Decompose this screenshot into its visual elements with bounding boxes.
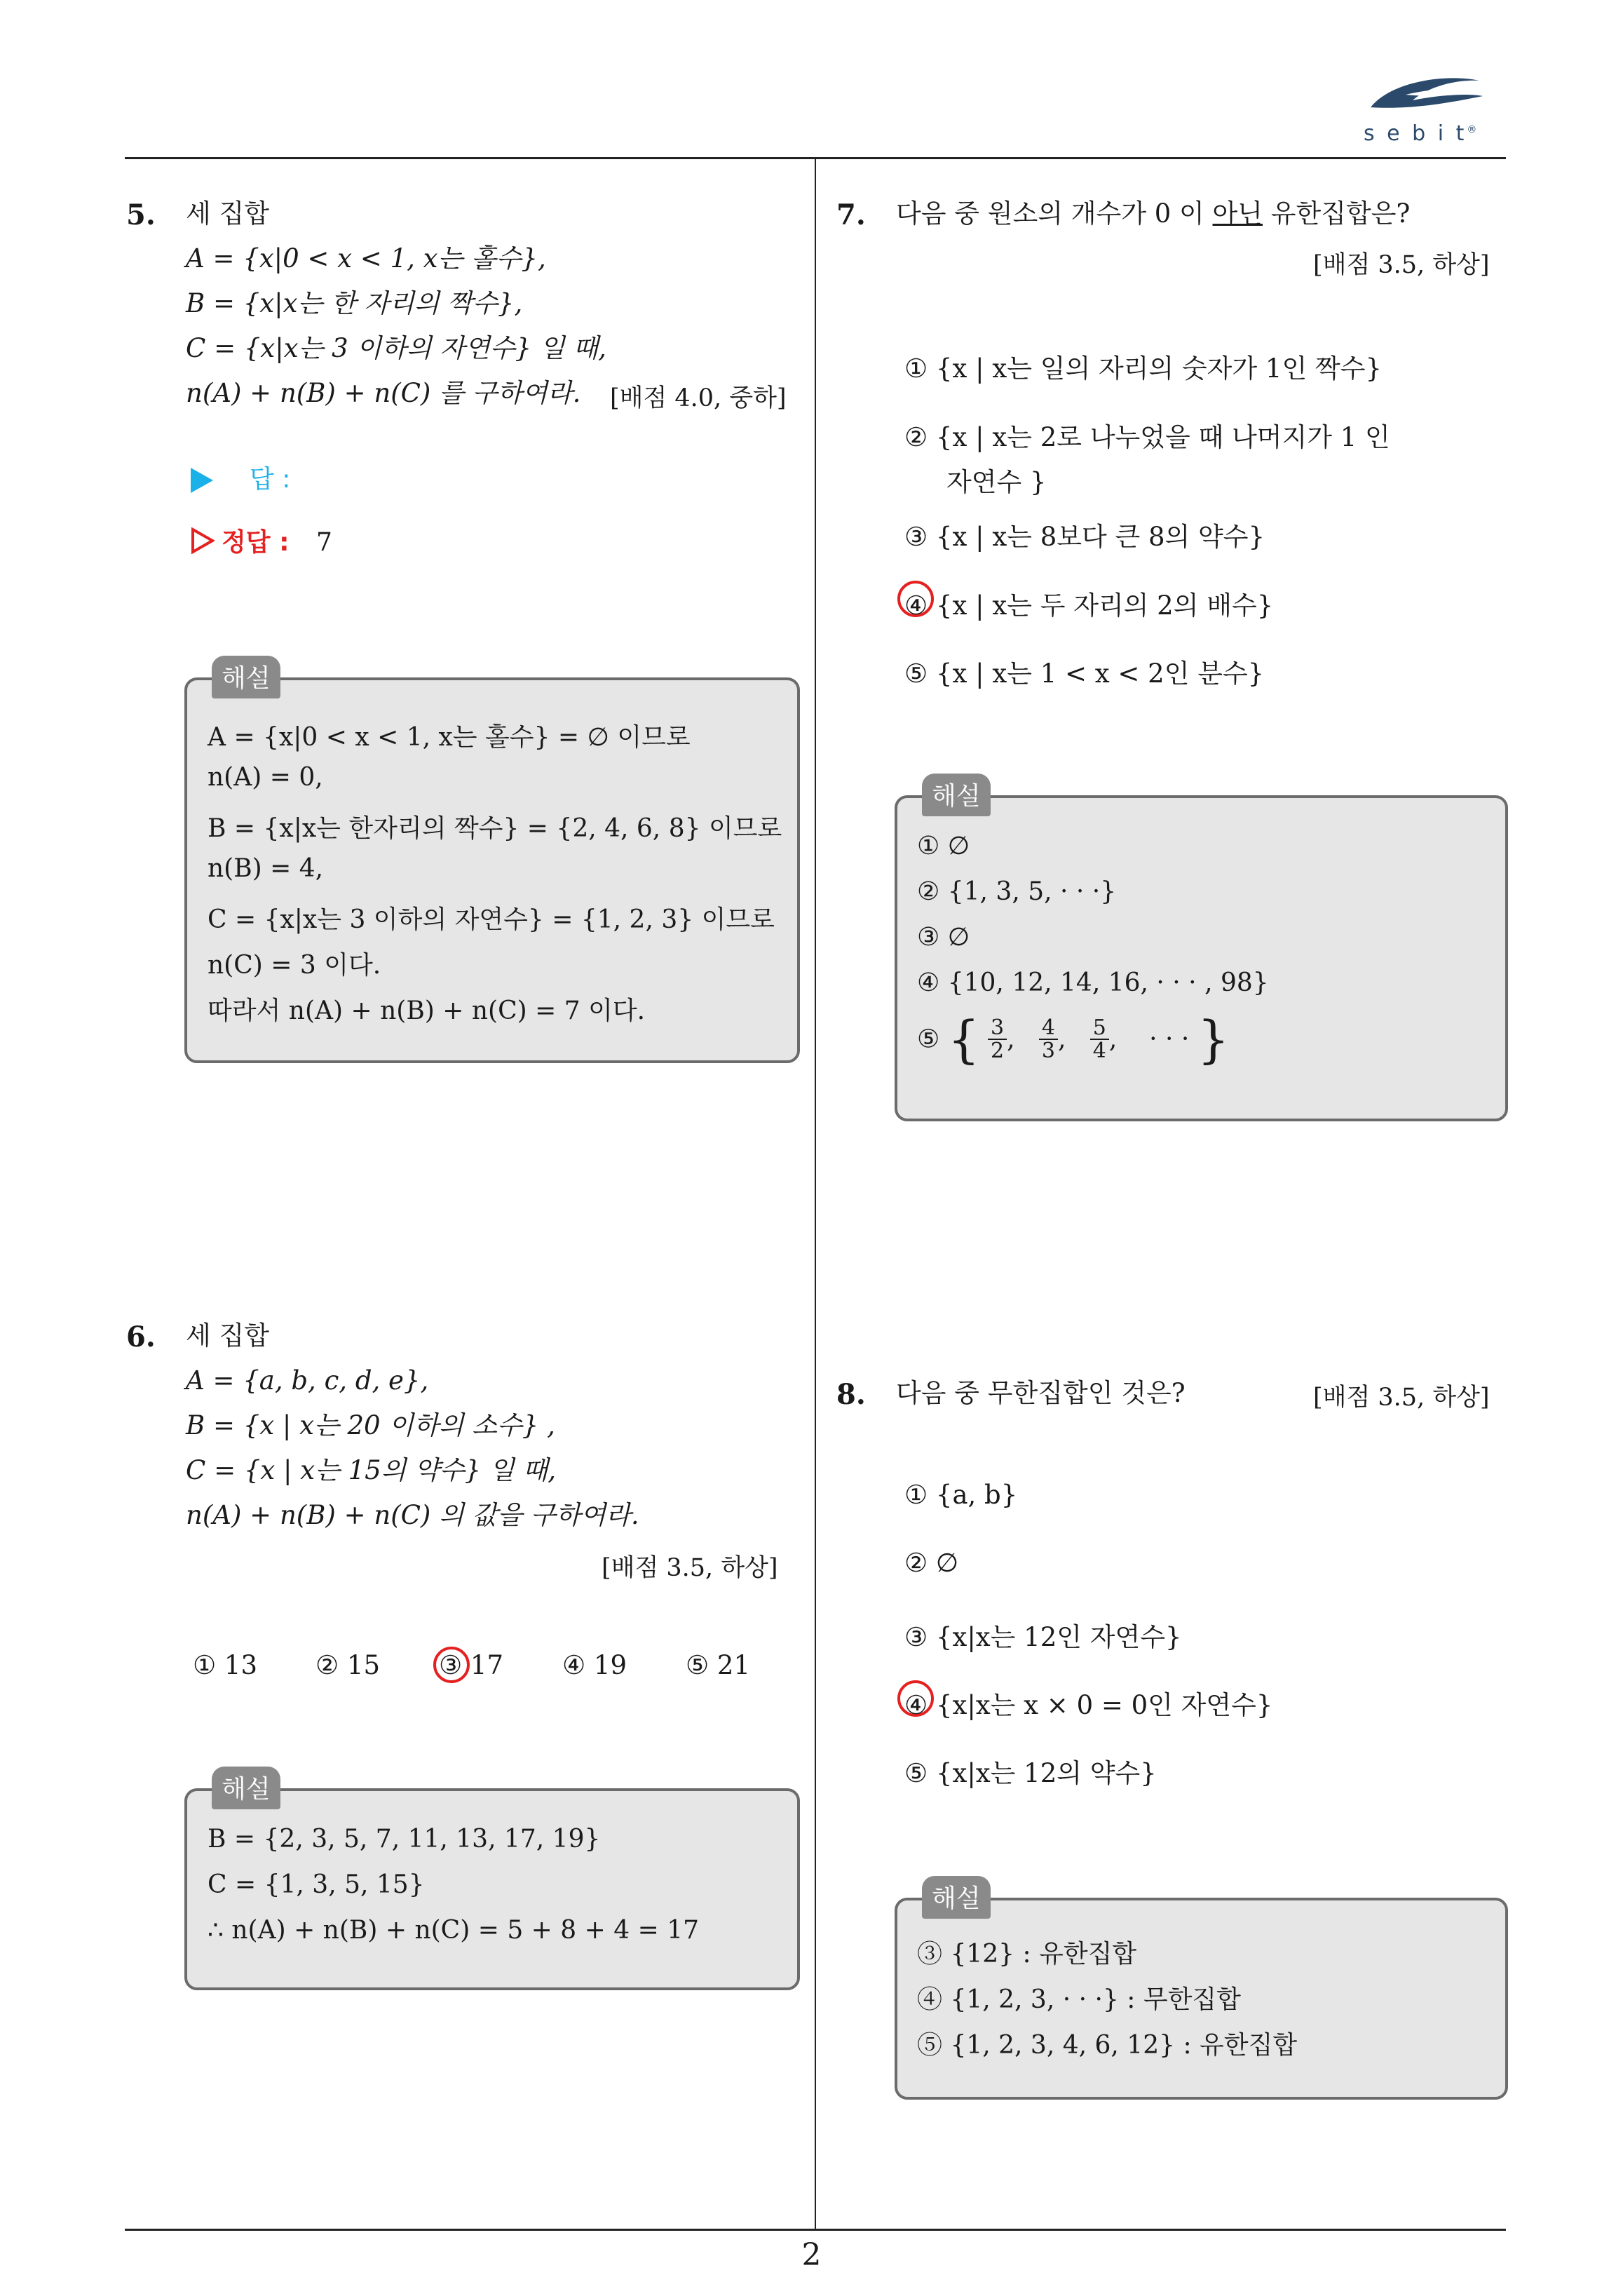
q5-meta: [배점 4.0, 중하] — [610, 384, 787, 412]
q5-answer-label: 답 : — [250, 465, 291, 494]
q5-correct-value: 7 — [316, 528, 332, 557]
q8-meta: [배점 3.5, 하상] — [1313, 1384, 1490, 1412]
q7-option-5[interactable]: ⑤ {x | x는 1 < x < 2인 분수} — [904, 659, 1265, 689]
q8-explain-2: ④ {1, 2, 3, · · ·} : 무한집합 — [917, 1985, 1241, 2014]
q5-answer-row — [191, 459, 290, 495]
q7-option-3[interactable]: ③ {x | x는 8보다 큰 8의 약수} — [904, 522, 1265, 552]
sebit-logo — [1364, 67, 1504, 151]
q5-explanation-tab: 해설 — [212, 656, 280, 698]
q6-explain-3: ∴ n(A) + n(B) + n(C) = 5 + 8 + 4 = 17 — [208, 1916, 699, 1945]
q8-explanation-tab: 해설 — [922, 1876, 991, 1919]
q6-line-5: n(A) + n(B) + n(C) 의 값을 구하여라. — [186, 1500, 639, 1530]
q6-option-1[interactable]: ① 13 — [193, 1650, 258, 1680]
sebit-swoosh-icon — [1364, 67, 1504, 123]
q5-explain-1: A = {x|0 < x < 1, x는 홀수} = ∅ 이므로 — [208, 723, 691, 752]
q5-number: 5. — [126, 198, 156, 231]
q6-line-1: 세 집합 — [186, 1321, 269, 1351]
q6-explain-2: C = {1, 3, 5, 15} — [208, 1870, 425, 1899]
q7-explain-5-prefix: ⑤ — [917, 1025, 940, 1054]
q6-option-3[interactable]: ③ 17 — [439, 1650, 504, 1680]
q6-option-4[interactable]: ④ 19 — [562, 1650, 627, 1680]
q7-option-4[interactable]: ④ {x | x는 두 자리의 2의 배수} — [904, 590, 1274, 621]
right-brace-icon: } — [1197, 1010, 1230, 1069]
q7-explain-5-suffix: · · · — [1149, 1025, 1190, 1054]
q5-line-1: 세 집합 — [186, 198, 269, 229]
q5-line-2: A = {x|0 < x < 1, x는 홀수}, — [186, 243, 546, 274]
q6-number: 6. — [126, 1321, 156, 1353]
q8-explain-3: ⑤ {1, 2, 3, 4, 6, 12} : 유한집합 — [917, 2031, 1298, 2060]
q6-meta: [배점 3.5, 하상] — [602, 1554, 778, 1582]
q5-correct-label: 정답 : — [222, 528, 290, 557]
q6-option-5[interactable]: ⑤ 21 — [686, 1650, 751, 1680]
fraction-1: $\frac{3}{2}$ — [988, 1017, 1007, 1062]
q7-explain-3: ③ ∅ — [917, 923, 970, 952]
left-brace-icon: { — [947, 1010, 980, 1069]
q8-option-1[interactable]: ① {a, b} — [904, 1480, 1018, 1510]
q5-line-3: B = {x|x는 한 자리의 짝수}, — [186, 288, 523, 318]
q6-selected-mark-icon — [433, 1647, 470, 1683]
q6-line-4: C = {x | x는 15의 약수} 일 때, — [186, 1455, 556, 1485]
q8-option-3[interactable]: ③ {x|x는 12인 자연수} — [904, 1622, 1182, 1652]
outline-arrow-icon — [191, 527, 215, 560]
q8-option-5[interactable]: ⑤ {x|x는 12의 약수} — [904, 1758, 1157, 1788]
q6-explain-1: B = {2, 3, 5, 7, 11, 13, 17, 19} — [208, 1825, 601, 1853]
q5-explain-2: n(A) = 0, — [208, 763, 323, 792]
q7-explain-5: ⑤ { $\frac{3}{2}$ , $\frac{4}{3}$ , $\frac{5}{4}$ , · · · } — [917, 1010, 1230, 1069]
q5-explain-3: B = {x|x는 한자리의 짝수} = {2, 4, 6, 8} 이므로 — [208, 814, 782, 843]
q7-explanation-box — [895, 795, 1508, 1121]
q6-line-2: A = {a, b, c, d, e}, — [186, 1365, 429, 1396]
q7-option-1[interactable]: ① {x | x는 일의 자리의 숫자가 1인 짝수} — [904, 353, 1382, 384]
q7-question-post: 유한집합은? — [1263, 198, 1411, 229]
logo-text: s e b i t® — [1364, 121, 1480, 146]
q8-number: 8. — [836, 1378, 866, 1411]
q8-question: 다음 중 무한집합인 것은? — [896, 1378, 1186, 1408]
q7-question-underline: 아닌 — [1212, 198, 1263, 229]
page-number: 2 — [801, 2237, 822, 2273]
q6-option-2[interactable]: ② 15 — [315, 1650, 381, 1680]
q5-explain-7: 따라서 n(A) + n(B) + n(C) = 7 이다. — [208, 997, 646, 1025]
fraction-3: $\frac{5}{4}$ — [1090, 1017, 1109, 1062]
q7-meta: [배점 3.5, 하상] — [1313, 251, 1490, 279]
q5-line-5: n(A) + n(B) + n(C) 를 구하여라. — [186, 378, 581, 408]
play-arrow-icon — [191, 468, 213, 493]
q5-explain-4: n(B) = 4, — [208, 854, 324, 883]
q8-option-4[interactable]: ④ {x|x는 x × 0 = 0인 자연수} — [904, 1690, 1273, 1720]
q6-line-3: B = {x | x는 20 이하의 소수} , — [186, 1410, 555, 1440]
q8-option-2[interactable]: ② ∅ — [904, 1548, 959, 1578]
q8-explain-1: ③ {12} : 유한집합 — [917, 1940, 1137, 1969]
q7-explanation-tab: 해설 — [922, 774, 991, 816]
column-divider — [815, 158, 816, 2230]
q7-explain-2: ② {1, 3, 5, · · ·} — [917, 877, 1117, 906]
q7-option-2-cont[interactable]: 자연수 } — [946, 467, 1047, 497]
q7-explain-4: ④ {10, 12, 14, 16, · · · , 98} — [917, 968, 1269, 997]
q7-question — [896, 198, 1410, 229]
footer-rule — [125, 2229, 1506, 2231]
q7-explain-1: ① ∅ — [917, 832, 970, 860]
fraction-2: $\frac{4}{3}$ — [1039, 1017, 1058, 1062]
q5-correct-row — [191, 522, 332, 560]
q7-option-2[interactable]: ② {x | x는 2로 나누었을 때 나머지가 1 인 — [904, 422, 1390, 452]
q6-explanation-tab: 해설 — [212, 1767, 280, 1809]
q7-number: 7. — [836, 198, 866, 231]
q7-question-pre: 다음 중 원소의 개수가 0 이 — [896, 198, 1213, 229]
q5-explain-6: n(C) = 3 이다. — [208, 951, 381, 980]
q5-line-4: C = {x|x는 3 이하의 자연수} 일 때, — [186, 333, 606, 363]
q5-explain-5: C = {x|x는 3 이하의 자연수} = {1, 2, 3} 이므로 — [208, 905, 775, 934]
